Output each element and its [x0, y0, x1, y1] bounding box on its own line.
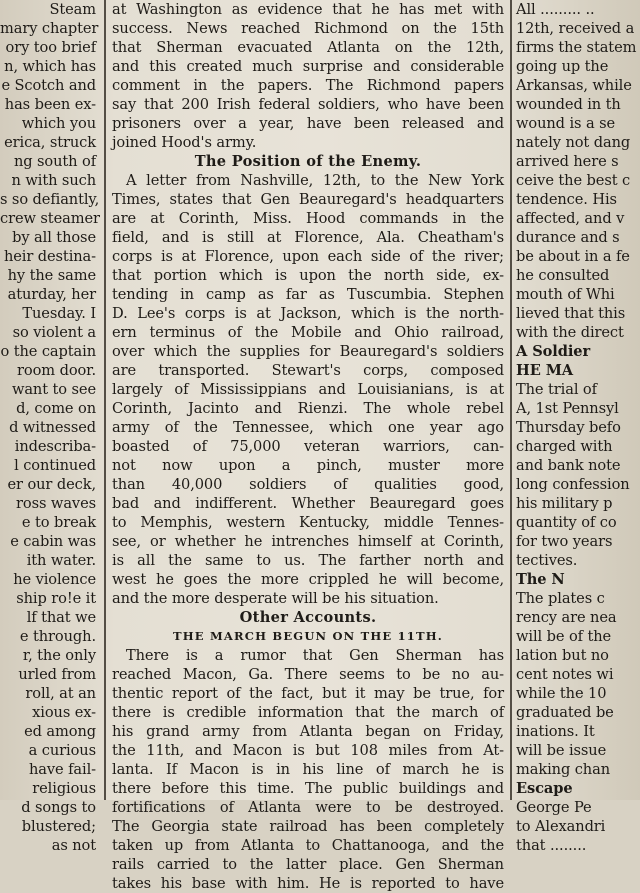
right-text-line: for two years: [516, 533, 613, 550]
article-1-text-line: to Memphis, western Kentucky, middle Tennes-: [112, 514, 504, 531]
article-other-accounts: [112, 646, 504, 893]
article-2-text-line: there is credible information that the march of: [112, 704, 504, 721]
article-2-text-line: The Georgia state railroad has been completely: [112, 818, 504, 835]
article-position-of-enemy: [112, 171, 504, 608]
left-text-line: Steam: [49, 1, 96, 18]
article-1-text-line: than 40,000 soldiers of qualities good,: [112, 476, 504, 493]
right-text-line: Escape: [516, 780, 573, 797]
left-text-line: ross waves: [16, 495, 96, 512]
left-text-line: d witnessed: [9, 419, 96, 436]
right-text-line: All ......... ..: [516, 1, 595, 18]
right-column: [516, 0, 640, 854]
right-text-line: firms the statem: [516, 39, 637, 56]
intro-text-line: say that 200 Irish federal soldiers, who have been: [112, 96, 504, 113]
left-text-line: room door.: [17, 362, 96, 379]
right-text-line: The N: [516, 571, 565, 588]
right-text-line: his military p: [516, 495, 613, 512]
right-text-line: A Soldier: [516, 343, 591, 360]
article-2-text-line: thentic report of the fact, but it may be true, for: [112, 685, 504, 702]
right-text-line: mouth of Whi: [516, 286, 615, 303]
right-text-line: wound is a se: [516, 115, 616, 132]
article-1-text-line: corps is at Florence, upon each side of the river;: [112, 248, 504, 265]
intro-text-line: joined Hood's army.: [112, 134, 257, 151]
article-2-text-line: rails carried to the latter place. Gen Sherman: [112, 856, 504, 873]
right-text-line: will be of the: [516, 628, 612, 645]
intro-text-line: that Sherman evacuated Atlanta on the 12th,: [112, 39, 504, 56]
article-1-text-line: is all the same to us. The farther north and: [112, 552, 504, 569]
article-1-text-line: ern terminus of the Mobile and Ohio railroad,: [112, 324, 504, 341]
right-text-line: he consulted: [516, 267, 610, 284]
article-1-text-line: that portion which is upon the north side, ex-: [112, 267, 504, 284]
left-text-line: roll, at an: [25, 685, 96, 702]
left-text-line: er our deck,: [7, 476, 96, 493]
article-1-text-line: tending in camp as far as Tuscumbia. Stephen: [112, 286, 504, 303]
right-text-line: George Pe: [516, 799, 592, 816]
left-column: [0, 0, 100, 854]
right-text-line: A, 1st Pennsyl: [516, 400, 619, 417]
left-text-line: lf that we: [26, 609, 96, 626]
left-text-line: heir destina-: [3, 248, 96, 265]
left-text-line: e cabin was: [10, 533, 96, 550]
right-text-line: 12th, received a: [516, 20, 635, 37]
left-text-line: e Scotch and: [1, 77, 96, 94]
left-text-line: erica, struck: [4, 134, 96, 151]
right-text-line: charged with: [516, 438, 613, 455]
intro-text-line: prisoners over a year, have been released and: [112, 115, 504, 132]
left-text-line: urled from: [18, 666, 96, 683]
right-text-line: long confession: [516, 476, 630, 493]
article-1-text-line: D. Lee's corps is at Jackson, which is the north-: [112, 305, 504, 322]
right-text-line: affected, and v: [516, 210, 625, 227]
article-2-text-line: takes his base with him. He is reported to have: [112, 875, 504, 892]
right-text-line: and bank note: [516, 457, 621, 474]
left-text-line: ship ro!e it: [16, 590, 96, 607]
article-1-text-line: are transported. Stewart's corps, composed: [112, 362, 504, 379]
left-text-line: d songs to: [21, 799, 96, 816]
intro-text-line: comment in the papers. The Richmond papers: [112, 77, 504, 94]
right-text-line: ceive the best c: [516, 172, 631, 189]
article-1-text-line: Corinth, Jacinto and Rienzi. The whole rebel: [112, 400, 504, 417]
article-1-text-line: are at Corinth, Miss. Hood commands in the: [112, 210, 504, 227]
left-text-line: n, which has: [4, 58, 96, 75]
left-text-line: hy the same: [7, 267, 96, 284]
left-text-line: l continued: [14, 457, 96, 474]
right-text-line: durance and s: [516, 229, 620, 246]
left-text-line: o the captain: [0, 343, 96, 360]
left-text-line: by all those: [12, 229, 96, 246]
article-2-text-line: taken up from Atlanta to Chattanooga, and the: [112, 837, 504, 854]
article-2-text-line: fortifications of Atlanta were to be destroyed.: [112, 799, 504, 816]
left-text-line: he violence: [13, 571, 96, 588]
right-text-line: The trial of: [516, 381, 597, 398]
article-2-text-line: his grand army from Atlanta began on Friday,: [112, 723, 504, 740]
right-text-line: Thursday befo: [516, 419, 621, 436]
left-text-line: ory too brief: [5, 39, 96, 56]
article-1-text-line: over which the supplies for Beauregard's soldiers: [112, 343, 504, 360]
right-text-line: going up the: [516, 58, 609, 75]
right-text-line: that ........: [516, 837, 587, 854]
article-1-text-line: army of the Tennessee, which one year ago: [112, 419, 504, 436]
intro-text-line: success. News reached Richmond on the 15th: [112, 20, 504, 37]
right-text-line: quantity of co: [516, 514, 617, 531]
article-1-text-line: bad and indifferent. Whether Beauregard goes: [112, 495, 504, 512]
column-rule-left: [104, 0, 106, 800]
left-text-line: mary chapter: [0, 20, 99, 37]
left-text-line: so violent a: [12, 324, 96, 341]
left-text-line: ith water.: [26, 552, 96, 569]
right-text-line: lation but no: [516, 647, 609, 664]
right-text-line: making chan: [516, 761, 611, 778]
right-text-line: Arkansas, while: [516, 77, 632, 94]
article-1-text-line: west he goes the more crippled he will become,: [112, 571, 504, 588]
intro-text-line: and this created much surprise and considerable: [112, 58, 504, 75]
right-text-line: with the direct: [516, 324, 624, 341]
intro-text-line: at Washington as evidence that he has met with: [112, 1, 504, 18]
left-text-line: want to see: [11, 381, 96, 398]
right-text-line: wounded in th: [516, 96, 621, 113]
article-2-text-line: the 11th, and Macon is but 108 miles from At-: [112, 742, 504, 759]
right-text-line: The plates c: [516, 590, 605, 607]
right-text-line: graduated be: [516, 704, 614, 721]
left-text-line: ed among: [24, 723, 96, 740]
left-text-line: have fail-: [29, 761, 96, 778]
article-1-text-line: largely of Mississippians and Louisianians, is at: [112, 381, 504, 398]
article-2-text-line: there before this time. The public buildings and: [112, 780, 504, 797]
left-text-line: has been ex-: [4, 96, 96, 113]
article-1-text-line: and the more desperate will be his situation.: [112, 590, 439, 607]
subheading-march-begun: THE MARCH BEGUN ON THE 11TH.: [172, 629, 444, 643]
left-text-line: d, come on: [16, 400, 96, 417]
right-text-line: tectives.: [516, 552, 578, 569]
heading-position-of-enemy: The Position of the Enemy.: [194, 153, 422, 170]
right-text-line: HE MA: [516, 362, 573, 379]
left-text-line: e through.: [19, 628, 96, 645]
article-2-text-line: There is a rumor that Gen Sherman has: [126, 647, 504, 664]
article-1-text-line: see, or whether he intrenches himself at Corinth,: [112, 533, 504, 550]
right-text-line: arrived here s: [516, 153, 619, 170]
left-text-line: e to break: [21, 514, 96, 531]
article-2-text-line: lanta. If Macon is in his line of march he is: [112, 761, 504, 778]
article-1-text-line: boasted of 75,000 veteran warriors, can-: [112, 438, 504, 455]
left-text-line: xious ex-: [32, 704, 96, 721]
left-text-line: n with such: [11, 172, 96, 189]
left-text-line: s so defiantly,: [0, 191, 100, 208]
left-text-line: blustered;: [21, 818, 96, 835]
left-text-line: as not: [51, 837, 96, 854]
middle-column: [112, 0, 504, 892]
right-text-line: cent notes wi: [516, 666, 614, 683]
left-text-line: Tuesday. I: [22, 305, 96, 322]
article-2-text-line: reached Macon, Ga. There seems to be no au-: [112, 666, 504, 683]
left-text-line: religious: [32, 780, 96, 797]
right-text-line: tendence. His: [516, 191, 617, 208]
left-text-line: which you: [21, 115, 96, 132]
article-1-text-line: Times, states that Gen Beauregard's headquarters: [112, 191, 504, 208]
right-text-line: will be issue: [516, 742, 607, 759]
article-1-text-line: not now upon a pinch, muster more: [112, 457, 504, 474]
column-rule-right: [510, 0, 512, 800]
right-text-line: inations. It: [516, 723, 595, 740]
left-text-line: ng south of: [13, 153, 96, 170]
article-1-text-line: field, and is still at Florence, Ala. Cheatham's: [112, 229, 504, 246]
article-1-text-line: A letter from Nashville, 12th, to the New York: [126, 172, 504, 189]
right-text-line: to Alexandri: [516, 818, 606, 835]
heading-other-accounts: Other Accounts.: [239, 609, 377, 626]
left-text-line: indescriba-: [14, 438, 96, 455]
left-text-line: aturday, her: [7, 286, 96, 303]
left-text-line: a curious: [28, 742, 96, 759]
left-text-line: r, the only: [22, 647, 96, 664]
right-text-line: be about in a fe: [516, 248, 630, 265]
right-text-line: nately not dang: [516, 134, 631, 151]
left-text-line: crew steamer: [0, 210, 100, 227]
right-text-line: lieved that this: [516, 305, 626, 322]
right-text-line: while the 10: [516, 685, 607, 702]
intro-paragraph: [112, 0, 504, 152]
right-text-line: rency are nea: [516, 609, 617, 626]
